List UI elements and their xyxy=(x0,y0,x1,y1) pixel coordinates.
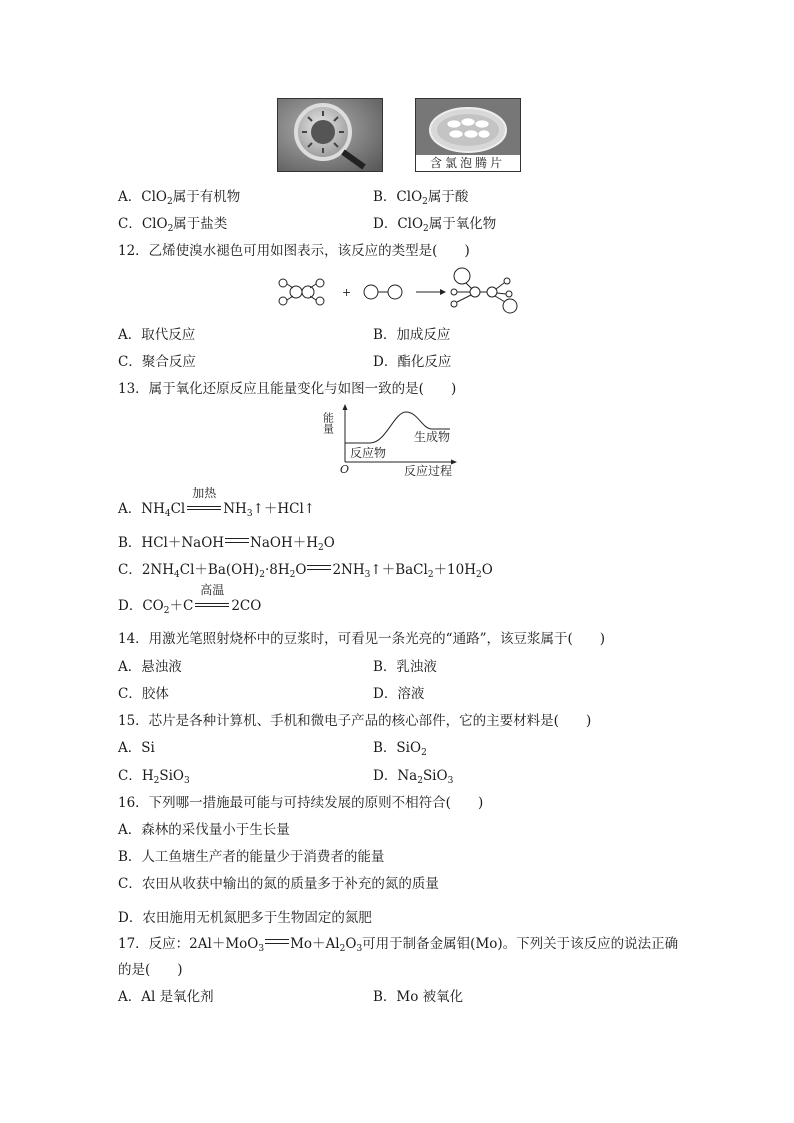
q12-option-a: A．取代反应 xyxy=(118,327,196,343)
q12-option-b: B．加成反应 xyxy=(373,327,451,343)
q14-option-a: A．悬浊液 xyxy=(118,659,182,675)
q17-option-b: B．Mo 被氧化 xyxy=(373,989,464,1005)
q12-stem: 12．乙烯使溴水褪色可用如图表示，该反应的类型是( ) xyxy=(118,243,470,259)
q15-option-c: C．$H_2SiO_3$ xyxy=(118,768,190,786)
q15-option-d: D．$Na_2SiO_3$ xyxy=(373,768,454,786)
tablet-caption: 含氯泡腾片 xyxy=(430,156,506,170)
q13-option-d: D．$CO_2+C$ 高温 2CO xyxy=(118,583,262,616)
q15-option-a: A．Si xyxy=(118,740,155,756)
graph-product-label: 生成物 xyxy=(414,430,451,444)
ethylene-bromine-diagram xyxy=(270,266,525,318)
graph-x-label: 反应过程 xyxy=(404,464,453,478)
q11-option-b: B．ClO$_2$属于酸 xyxy=(373,189,469,207)
q13-stem: 13．属于氧化还原反应且能量变化与如图一致的是( ) xyxy=(118,381,457,397)
q13-option-b: B．HCl＋NaOH $NaOH+H_2O$ xyxy=(118,535,335,553)
q16-option-c: C．农田从收获中输出的氮的质量多于补充的氮的质量 xyxy=(118,876,439,892)
q12-option-c: C．聚合反应 xyxy=(118,354,196,370)
q16-stem: 16．下列哪一措施最可能与可持续发展的原则不相符合( ) xyxy=(118,795,484,811)
q15-option-b: B．SiO$_2$ xyxy=(373,740,427,758)
q11-option-a: A．ClO$_2$属于有机物 xyxy=(118,189,241,207)
effervescent-tablet-photo xyxy=(415,98,521,172)
q13-option-a: A．$NH_4Cl$ 加热 $NH_3↑+HCl↑$ xyxy=(118,486,316,519)
graph-reactant-label: 反应物 xyxy=(350,446,387,460)
energy-profile-graph xyxy=(321,402,468,480)
q17-option-a: A．Al 是氧化剂 xyxy=(118,989,214,1005)
q16-option-d: D．农田施用无机氮肥多于生物固定的氮肥 xyxy=(118,910,372,926)
high-temp-condition: 高温 xyxy=(200,583,225,597)
q14-option-b: B．乳浊液 xyxy=(373,659,437,675)
graph-y-label: 能量 xyxy=(321,412,335,434)
q16-option-b: B．人工鱼塘生产者的能量少于消费者的能量 xyxy=(118,849,385,865)
q17-stem: 17．反应：2Al＋MoO$_3$ $Mo+Al_2O_3$可用于制备金属钼(Mo)。下列关于该反应的说法正确 xyxy=(118,936,679,954)
q13-option-c: C．$2NH_4Cl+Ba(OH)_2\cdot 8H_2O$ $2NH_3↑+BaCl_2+10H_2O$ xyxy=(118,562,493,580)
plus-sign: + xyxy=(342,286,352,299)
graph-origin-label: O xyxy=(340,463,350,476)
q12-option-d: D．酯化反应 xyxy=(373,354,452,370)
heat-condition: 加热 xyxy=(192,486,217,500)
q11-option-c: C．ClO$_2$属于盐类 xyxy=(118,216,228,234)
q14-option-d: D．溶液 xyxy=(373,686,425,702)
q16-option-a: A．森林的采伐量小于生长量 xyxy=(118,822,290,838)
q15-stem: 15．芯片是各种计算机、手机和微电子产品的核心部件，它的主要材料是( ) xyxy=(118,713,592,729)
virus-magnifier-photo xyxy=(277,98,383,172)
q14-stem: 14．用激光笔照射烧杯中的豆浆时，可看见一条光亮的“通路”，该豆浆属于( ) xyxy=(118,631,606,647)
q17-stem-continued: 的是( ) xyxy=(118,962,183,978)
q11-option-d: D．ClO$_2$属于氧化物 xyxy=(373,216,497,234)
q14-option-c: C．胶体 xyxy=(118,686,169,702)
